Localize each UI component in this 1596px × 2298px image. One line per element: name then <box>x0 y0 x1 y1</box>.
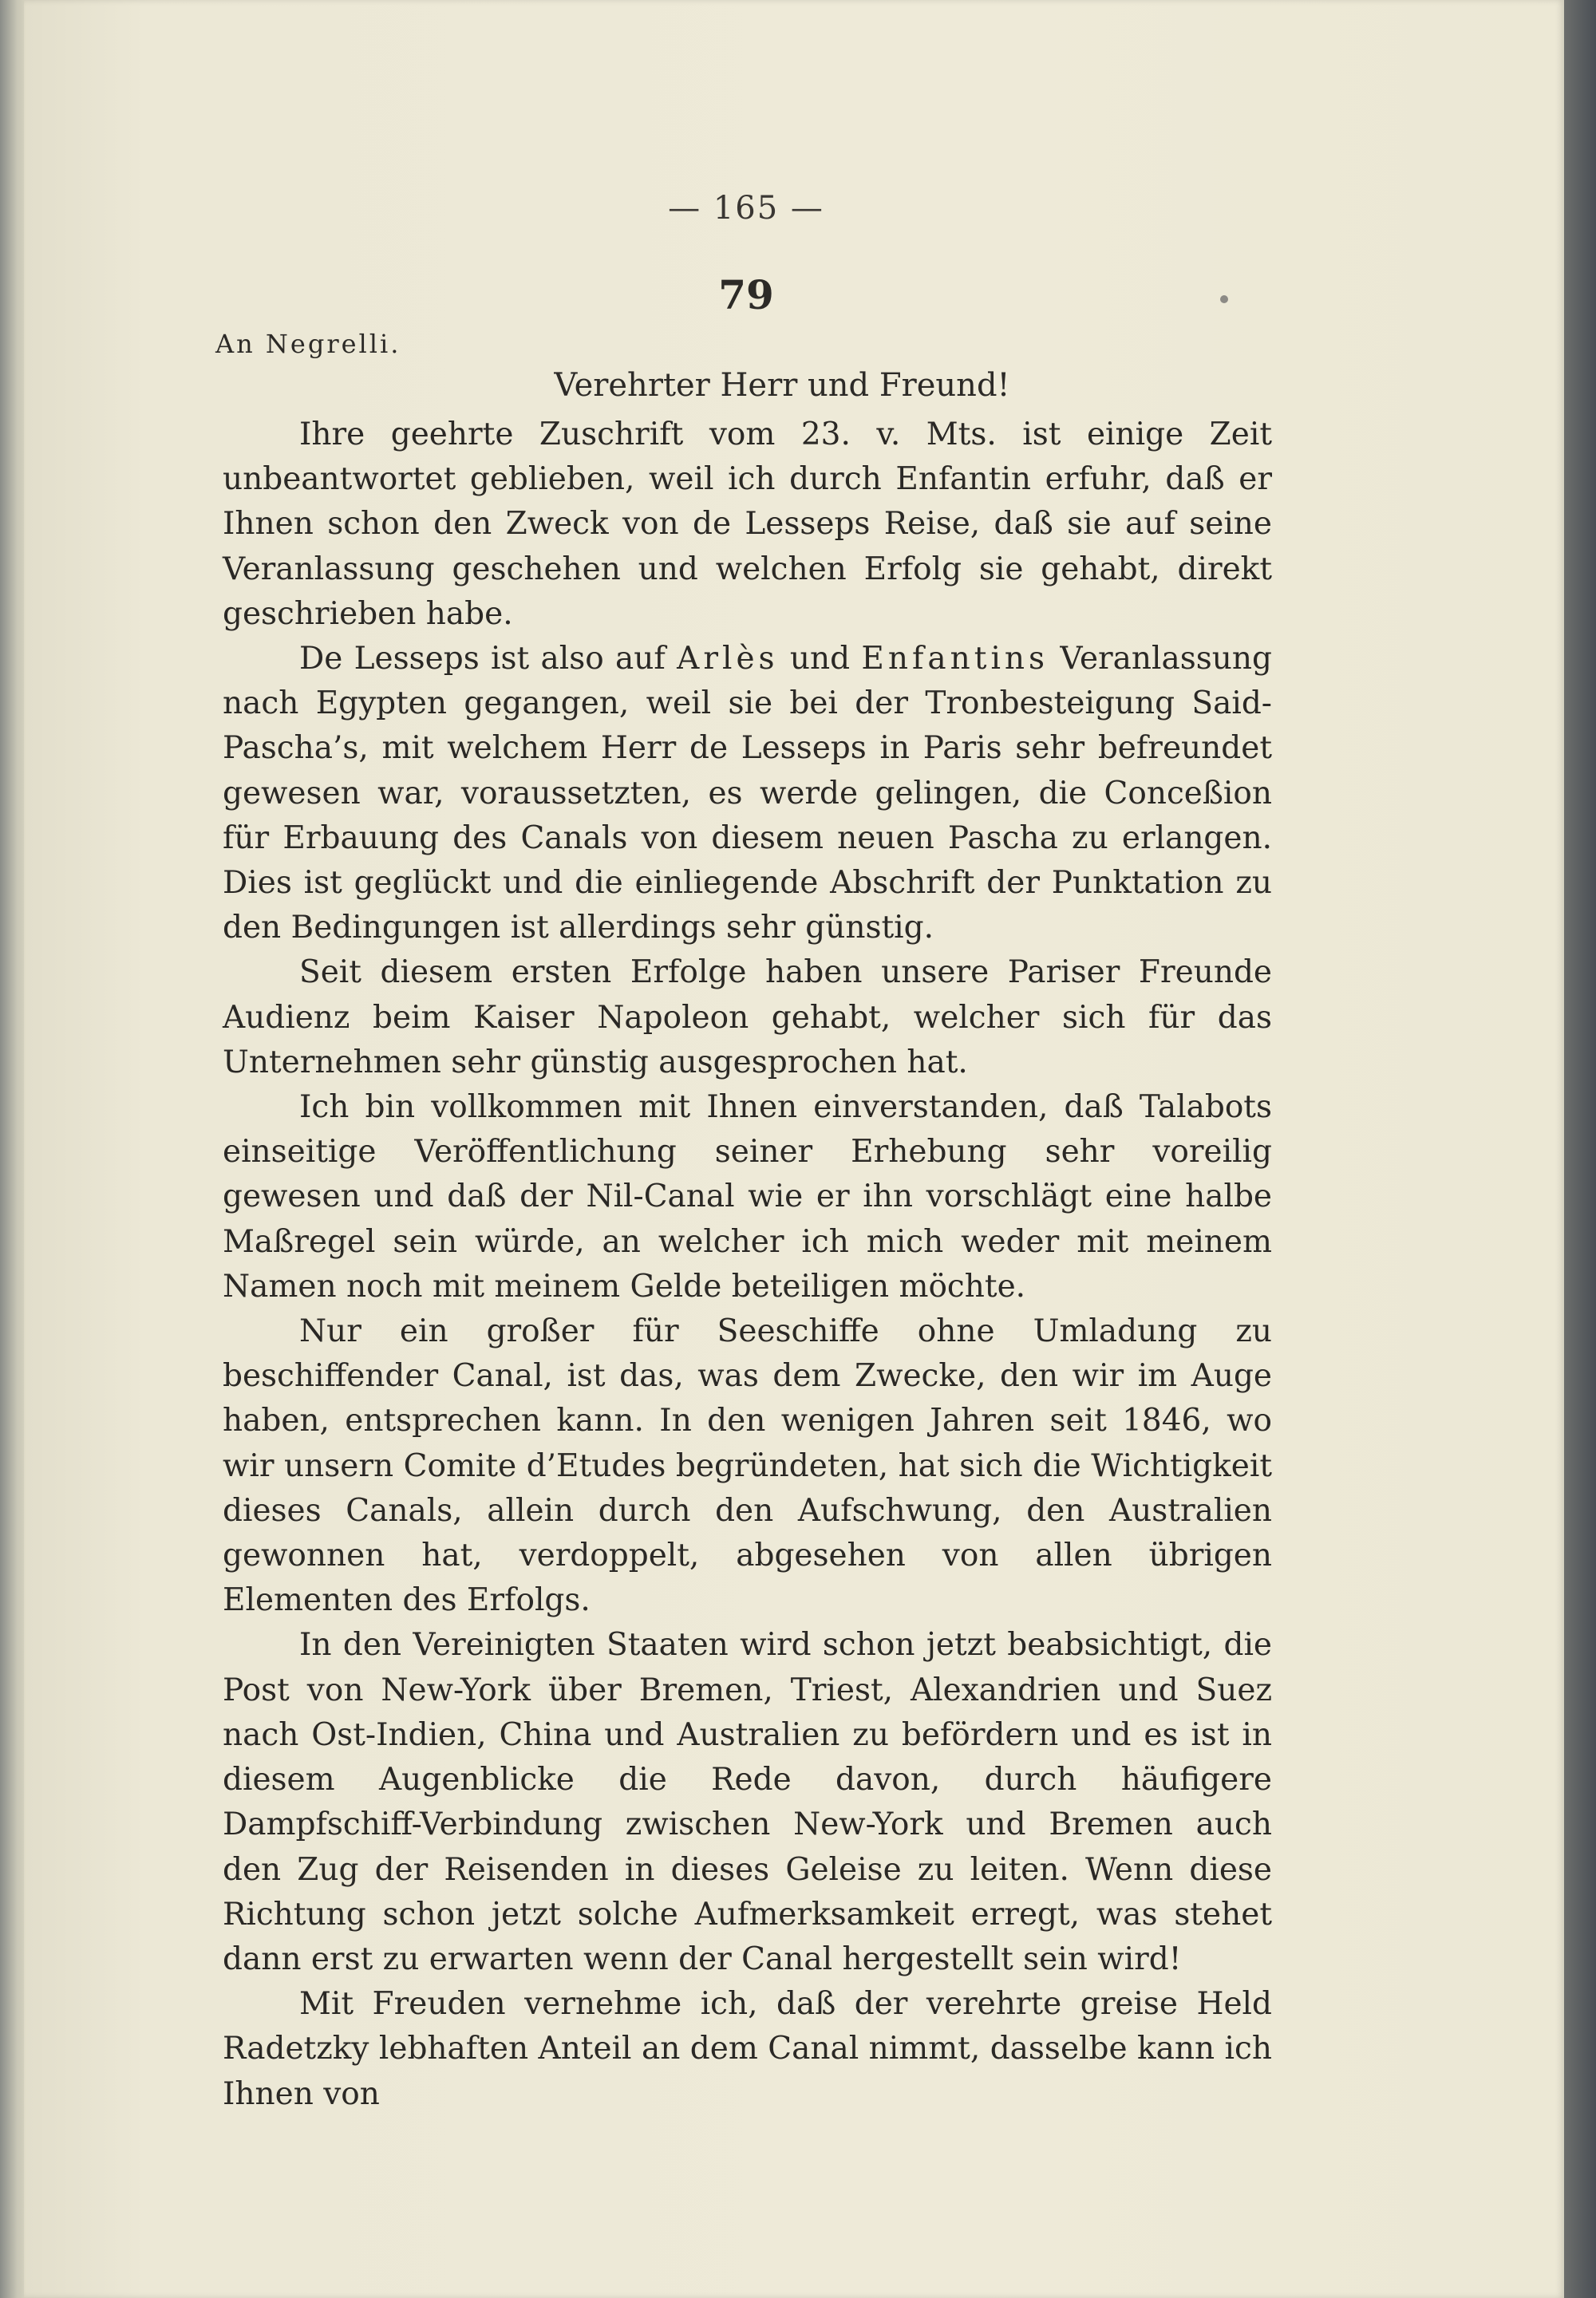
addressee: An Negrelli. <box>215 329 401 359</box>
ink-speck <box>1220 295 1228 303</box>
name-enfantins: Enfantins <box>861 641 1049 677</box>
paragraph-1: Ihre geehrte Zuschrift vom 23. v. Mts. ist einige Zeit unbeantwortet geblieben, weil ich durch Enfantin erfuhr, daß er Ihnen schon den Zweck von de Lesseps Reise, daß sie auf seine Veranlassung geschehen und welchen Erfolg sie gehabt, direkt geschrieben habe. <box>223 417 1272 632</box>
paragraph-2-text-before: De Lesseps ist also auf <box>299 641 678 677</box>
name-arles: Arlès <box>677 641 779 677</box>
paragraph-3: Seit diesem ersten Erfolge haben unsere Pariser Freunde Audienz beim Kaiser Napoleon gehabt, welcher sich für das Unternehmen sehr günstig ausgesprochen hat. <box>223 954 1272 1080</box>
letter-body <box>223 413 1272 2117</box>
page-edge <box>1564 0 1596 2298</box>
paragraph-2-text-after: Veranlassung nach Egypten gegangen, weil sie bei der Tronbesteigung Said-Pascha’s, mit welchem Herr de Lesseps in Paris sehr befreundet gewesen war, voraussetzten, es werde gelingen, die Conceßion für Erbauung des Canals von diesem neuen Pascha zu erlangen. Dies ist geglückt und die einliegende Abschrift der Punktation zu den Bedingungen ist allerdings sehr günstig. <box>223 641 1272 946</box>
salutation: Verehrter Herr und Freund! <box>554 367 1010 404</box>
paragraph-6: In den Vereinigten Staaten wird schon jetzt beabsichtigt, die Post von New-York über Bremen, Triest, Alexandrien und Suez nach Ost-Indien, China und Australien zu befördern und es ist in diesem Augenblicke die Rede davon, durch häufigere Dampfschiff-Verbindung zwischen New-York und Bremen auch den Zug der Reisenden in dieses Geleise zu leiten. Wenn diese Richtung schon jetzt solche Aufmerksamkeit erregt, was stehet dann erst zu erwarten wenn der Canal hergestellt sein wird! <box>223 1627 1272 1977</box>
paragraph-2 <box>223 637 1272 950</box>
page-number: — 165 — <box>668 190 824 227</box>
paragraph-4: Ich bin vollkommen mit Ihnen einverstanden, daß Talabots einseitige Veröffentlichung seiner Erhebung sehr voreilig gewesen und daß der Nil-Canal wie er ihn vorschlägt eine halbe Maßregel sein würde, an welcher ich mich weder mit meinem Namen noch mit meinem Gelde beteiligen möchte. <box>223 1089 1272 1305</box>
paragraph-7: Mit Freuden vernehme ich, daß der verehrte greise Held Radetzky lebhaften Anteil an dem Canal nimmt, dasselbe kann ich Ihnen von <box>223 1986 1272 2112</box>
paragraph-5: Nur ein großer für Seeschiffe ohne Umladung zu beschiffender Canal, ist das, was dem Zwecke, den wir im Auge haben, entsprechen kann. In den wenigen Jahren seit 1846, wo wir unsern Comite d’Etudes begründeten, hat sich die Wichtigkeit dieses Canals, allein durch den Aufschwung, den Australien gewonnen hat, verdoppelt, abgesehen von allen übrigen Elementen des Erfolgs. <box>223 1313 1272 1619</box>
letter-number: 79 <box>718 271 774 318</box>
paragraph-2-text-mid: und <box>778 641 862 677</box>
